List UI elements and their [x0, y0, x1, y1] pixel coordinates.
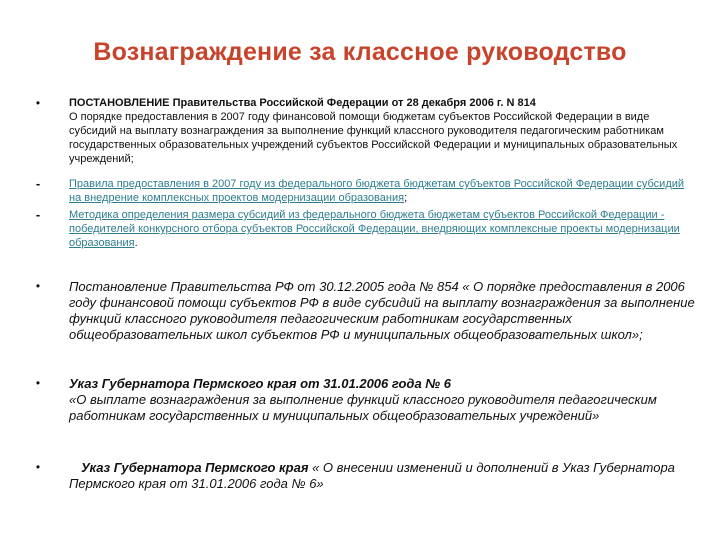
list-item-text: [69, 177, 698, 205]
resolution-heading: ПОСТАНОВЛЕНИЕ Правительства Российской Федерации от 28 декабря 2006 г. N 814: [69, 97, 536, 109]
resolution-description: О порядке предоставления в 2007 году финансовой помощи бюджетам субъектов Российской Федерации в виде субсидий на выплату вознаграждения за выполнение функций классного руководителя педагогическим работникам государственных образовательных учреждений субъектов Российской Федерации и муниципальных образовательных учреждений;: [69, 111, 678, 165]
punctuation: ;: [404, 192, 408, 204]
amendment-description: « О внесении изменений и дополнений в Указ Губернатора Пермского края от 31.01.2006 года № 6»: [69, 460, 675, 491]
list-item-text: [69, 208, 698, 250]
decree-heading: Указ Губернатора Пермского края от 31.01.2006 года № 6: [69, 376, 452, 391]
list-item-text: Постановление Правительства РФ от 30.12.2005 года № 854 « О порядке предоставления в 2006 году финансовой помощи субъектов РФ в виде субсидий на выплату вознаграждения за выполнение функций классного руководителя педагогическим работникам государственных общеобразовательных школ субъектов РФ и муниципальных общеобразовательных школ»;: [69, 279, 695, 342]
list-item-text: [69, 460, 698, 492]
page-title: Вознаграждение за классное руководство: [93, 38, 627, 66]
list-item-text: [69, 96, 698, 166]
bullet-icon: •: [35, 460, 41, 474]
bullet-icon: •: [35, 279, 41, 293]
list-item-text: [69, 376, 698, 424]
bullet-icon: •: [35, 96, 41, 110]
decree-description: «О выплате вознаграждения за выполнение функций классного руководителя педагогическим работникам государственных и муниципальных общеобразовательных учреждений»: [69, 392, 657, 423]
punctuation: .: [134, 237, 138, 249]
dash-icon: -: [35, 176, 41, 191]
methodology-link[interactable]: Методика определения размера субсидий из федерального бюджета бюджетам субъектов Российской Федерации - победителей конкурсного отбора субъектов Российской Федерации, внедряющих комплексные проекты модернизации образования: [69, 209, 680, 249]
bullet-icon: •: [35, 376, 41, 390]
dash-icon: -: [35, 207, 41, 222]
amendment-heading: Указ Губернатора Пермского края: [81, 460, 309, 475]
rules-link[interactable]: Правила предоставления в 2007 году из федерального бюджета бюджетам субъектов Российской Федерации субсидий на внедрение комплексных проектов модернизации образования: [69, 178, 685, 204]
